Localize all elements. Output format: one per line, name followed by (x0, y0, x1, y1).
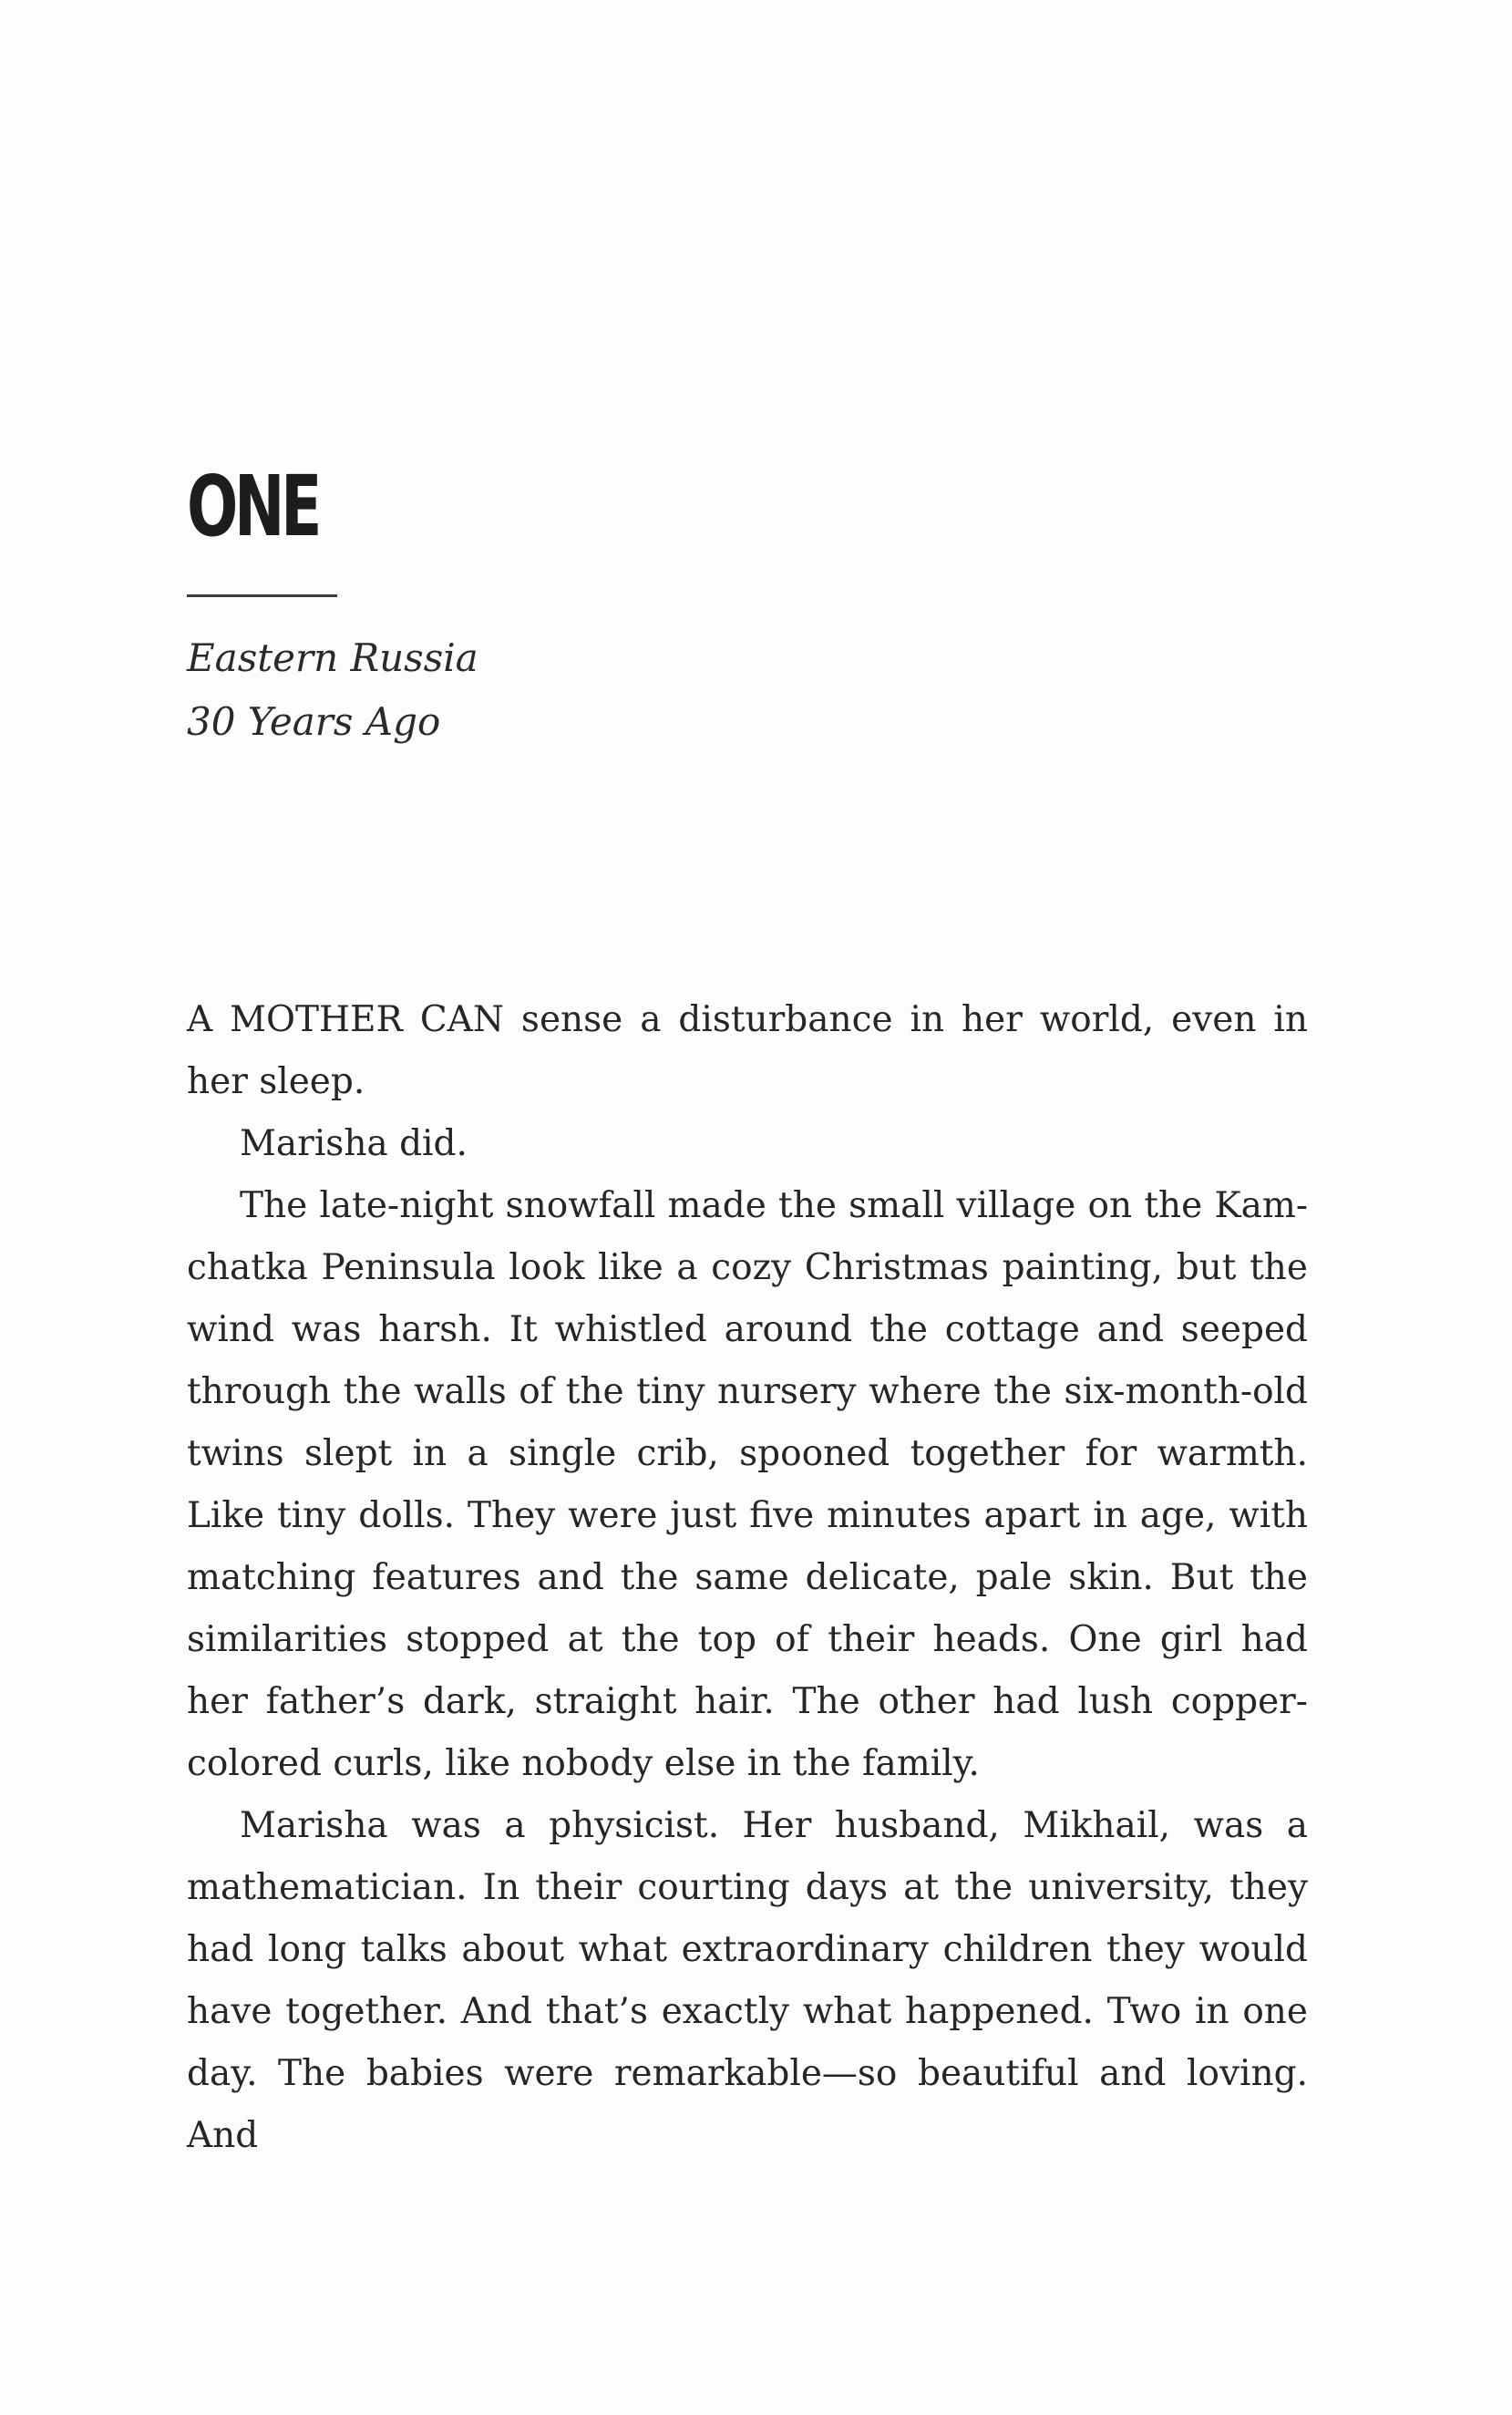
chapter-rule (187, 594, 337, 597)
body-text (187, 989, 1308, 2167)
location-time: 30 Years Ago (187, 699, 441, 744)
paragraph: The late-night snowfall made the small village on the Kamchatka Peninsula look like a cozy Christmas painting, but the wind was harsh. It whistled around the cottage and seeped through the walls of the tiny nursery where the six-month-old twins slept in a single crib, spooned together for warmth. Like tiny dolls. They were just five minutes apart in age, with matching features and the same delicate, pale skin. But the similarities stopped at the top of their heads. One girl had her father’s dark, straight hair. The other had lush copper-colored curls, like nobody else in the family. (187, 1185, 1308, 1784)
paragraph: Marisha did. (240, 1123, 468, 1164)
location-dateline (187, 626, 478, 754)
location-place: Eastern Russia (187, 635, 478, 680)
chapter-title: ONE (187, 458, 319, 555)
chapter-heading (187, 458, 342, 555)
paragraph: Marisha was a physicist. Her husband, Mikhail, was a mathematician. In their courting days at the university, they had long talks about what extraordinary children they would have together. And that’s exactly what happened. Two in one day. The babies were remarkable—so beautiful and loving. And (187, 1805, 1308, 2156)
paragraph: A MOTHER CAN sense a disturbance in her world, even in her sleep. (187, 999, 1308, 1102)
